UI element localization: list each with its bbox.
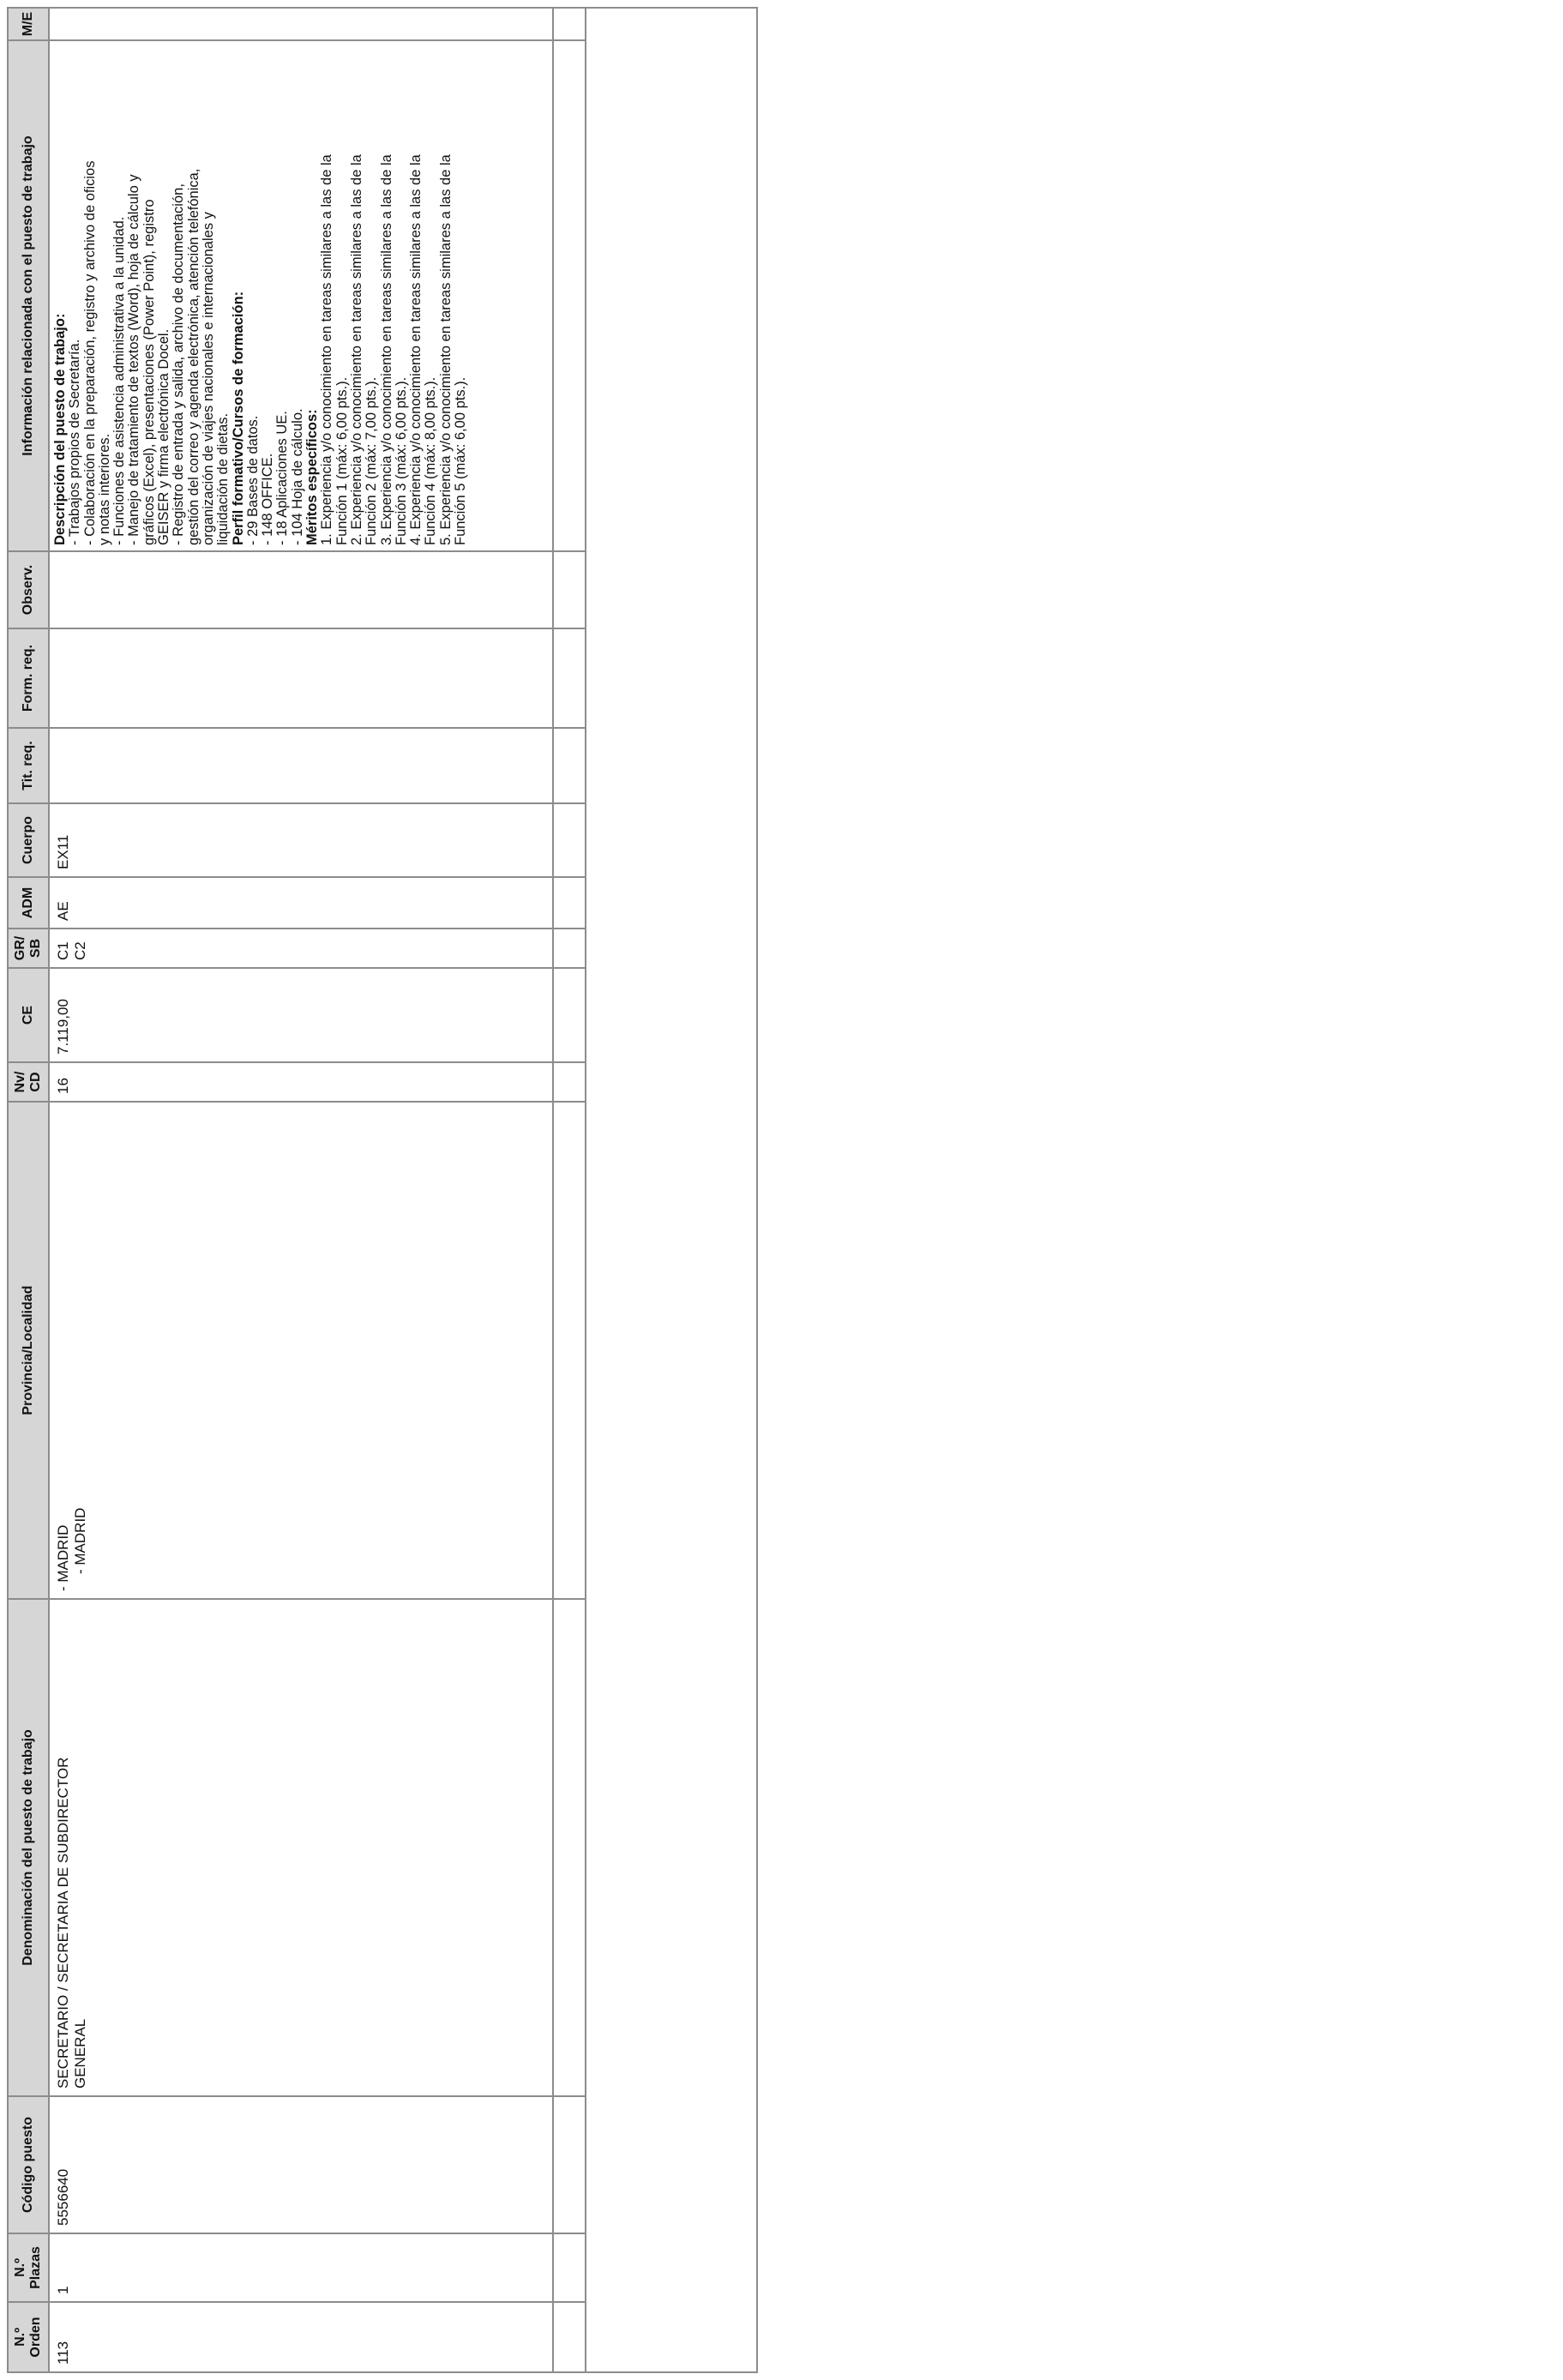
info-line: - 18 Aplicaciones UE.	[274, 411, 291, 545]
info-line: - 104 Hoja de cálculo.	[289, 408, 305, 545]
gr-sb-value: C2	[72, 941, 88, 960]
header-plazas: N.º Plazas	[9, 2233, 48, 2301]
empty-cell	[554, 876, 585, 928]
cell-plazas	[50, 2233, 552, 2301]
info-line: - 29 Bases de datos.	[244, 415, 261, 545]
table-empty-row	[554, 9, 586, 2371]
info-line: Función 2 (máx: 7,00 pts.).	[364, 376, 380, 545]
empty-cell	[554, 727, 585, 802]
empty-cell	[554, 2301, 585, 2371]
adm-value: AE	[55, 901, 71, 921]
codigo-value: 5556640	[55, 2168, 71, 2226]
header-nv-cd: Nv/ CD	[9, 1061, 48, 1101]
info-line: Función 5 (máx: 6,00 pts.).	[453, 376, 469, 545]
cell-form-req	[50, 628, 552, 727]
info-line: gráficos (Excel), presentaciones (Power Point), registro	[141, 199, 157, 545]
header-provincia: Provincia/Localidad	[9, 1101, 48, 1598]
cell-nv-cd	[50, 1061, 552, 1101]
header-cuerpo: Cuerpo	[9, 802, 48, 876]
cell-orden	[50, 2301, 552, 2371]
provincia-line: - MADRID	[55, 1524, 71, 1591]
info-section-heading: Perfil formativo/Cursos de formación:	[230, 291, 246, 545]
cell-cuerpo	[50, 802, 552, 876]
orden-value: 113	[55, 2341, 71, 2365]
header-adm: ADM	[9, 876, 48, 928]
empty-cell	[554, 2233, 585, 2301]
ce-value: 7.119,00	[55, 999, 71, 1055]
empty-cell	[554, 9, 585, 39]
info-line: Función 3 (máx: 6,00 pts.).	[393, 376, 409, 545]
info-line: - Colaboración en la preparación, registro y archivo de oficios	[81, 160, 98, 545]
info-line: 2. Experiencia y/o conocimiento en tareas similares a las de la	[348, 154, 364, 545]
header-orden: N.º Orden	[9, 2301, 48, 2371]
info-line: 5. Experiencia y/o conocimiento en tareas similares a las de la	[437, 154, 454, 545]
header-observ: Observ.	[9, 550, 48, 628]
cell-tit-req	[50, 727, 552, 802]
header-codigo: Código puesto	[9, 2095, 48, 2233]
cell-adm	[50, 876, 552, 928]
info-line: 3. Experiencia y/o conocimiento en tareas similares a las de la	[378, 154, 394, 545]
header-tit-req: Tit. req.	[9, 727, 48, 802]
empty-cell	[554, 2095, 585, 2233]
cuerpo-value: EX11	[55, 834, 71, 869]
cell-info	[50, 39, 552, 550]
cell-me	[50, 9, 552, 39]
cell-denominacion	[50, 1598, 552, 2095]
info-line: - Manejo de tratamiento de textos (Word), hoja de cálculo y	[126, 174, 142, 545]
empty-cell	[554, 928, 585, 967]
cell-gr-sb	[50, 928, 552, 967]
info-line: - Funciones de asistencia administrativa a la unidad.	[111, 216, 128, 545]
info-line: gestión del correo y agenda electrónica, atención telefónica,	[185, 168, 201, 545]
info-line: liquidación de dietas.	[215, 412, 231, 545]
header-me: M/E	[21, 11, 35, 37]
empty-cell	[554, 1598, 585, 2095]
empty-cell	[554, 967, 585, 1061]
header-form-req: Form. req.	[9, 628, 48, 727]
gr-sb-value: C1	[55, 941, 71, 960]
empty-cell	[554, 1061, 585, 1101]
localidad-line: - MADRID	[72, 1507, 88, 1574]
empty-cell	[554, 39, 585, 550]
table-header-row	[9, 9, 50, 2371]
table-row	[50, 9, 554, 2371]
header-ce: CE	[9, 967, 48, 1061]
info-line: - Registro de entrada y salida, archivo de documentación,	[171, 183, 187, 545]
denominacion-line: GENERAL	[72, 2018, 88, 2089]
info-section-heading: Descripción del puesto de trabajo:	[52, 313, 68, 545]
empty-cell	[554, 1101, 585, 1598]
empty-cell	[554, 628, 585, 727]
info-line: y notas interiores.	[96, 433, 112, 545]
info-line: organización de viajes nacionales e internacionales y	[200, 212, 216, 545]
plazas-value: 1	[55, 2286, 71, 2294]
info-line: - Trabajos propios de Secretaría.	[67, 339, 83, 545]
info-line: Función 1 (máx: 6,00 pts.).	[334, 376, 350, 545]
job-table	[7, 7, 758, 2373]
header-denominacion: Denominación del puesto de trabajo	[9, 1598, 48, 2095]
info-line: 4. Experiencia y/o conocimiento en tareas similares a las de la	[408, 154, 424, 545]
denominacion-line: SECRETARIO / SECRETARIA DE SUBDIRECTOR	[55, 1757, 71, 2089]
empty-cell	[554, 550, 585, 628]
cell-observ	[50, 550, 552, 628]
header-info: Información relacionada con el puesto de trabajo	[9, 39, 48, 550]
header-gr-sb: GR/ SB	[9, 928, 48, 967]
info-line: GEISER y firma electrónica Docel.	[156, 328, 172, 545]
nv-cd-value: 16	[55, 1078, 71, 1094]
cell-provincia	[50, 1101, 552, 1598]
info-section-heading: Méritos específicos:	[304, 409, 321, 545]
info-line: Función 4 (máx: 8,00 pts.).	[423, 376, 439, 545]
cell-ce	[50, 967, 552, 1061]
cell-codigo	[50, 2095, 552, 2233]
info-line: 1. Experiencia y/o conocimiento en tareas similares a las de la	[319, 154, 335, 545]
empty-cell	[554, 802, 585, 876]
info-line: - 148 OFFICE.	[260, 453, 276, 545]
